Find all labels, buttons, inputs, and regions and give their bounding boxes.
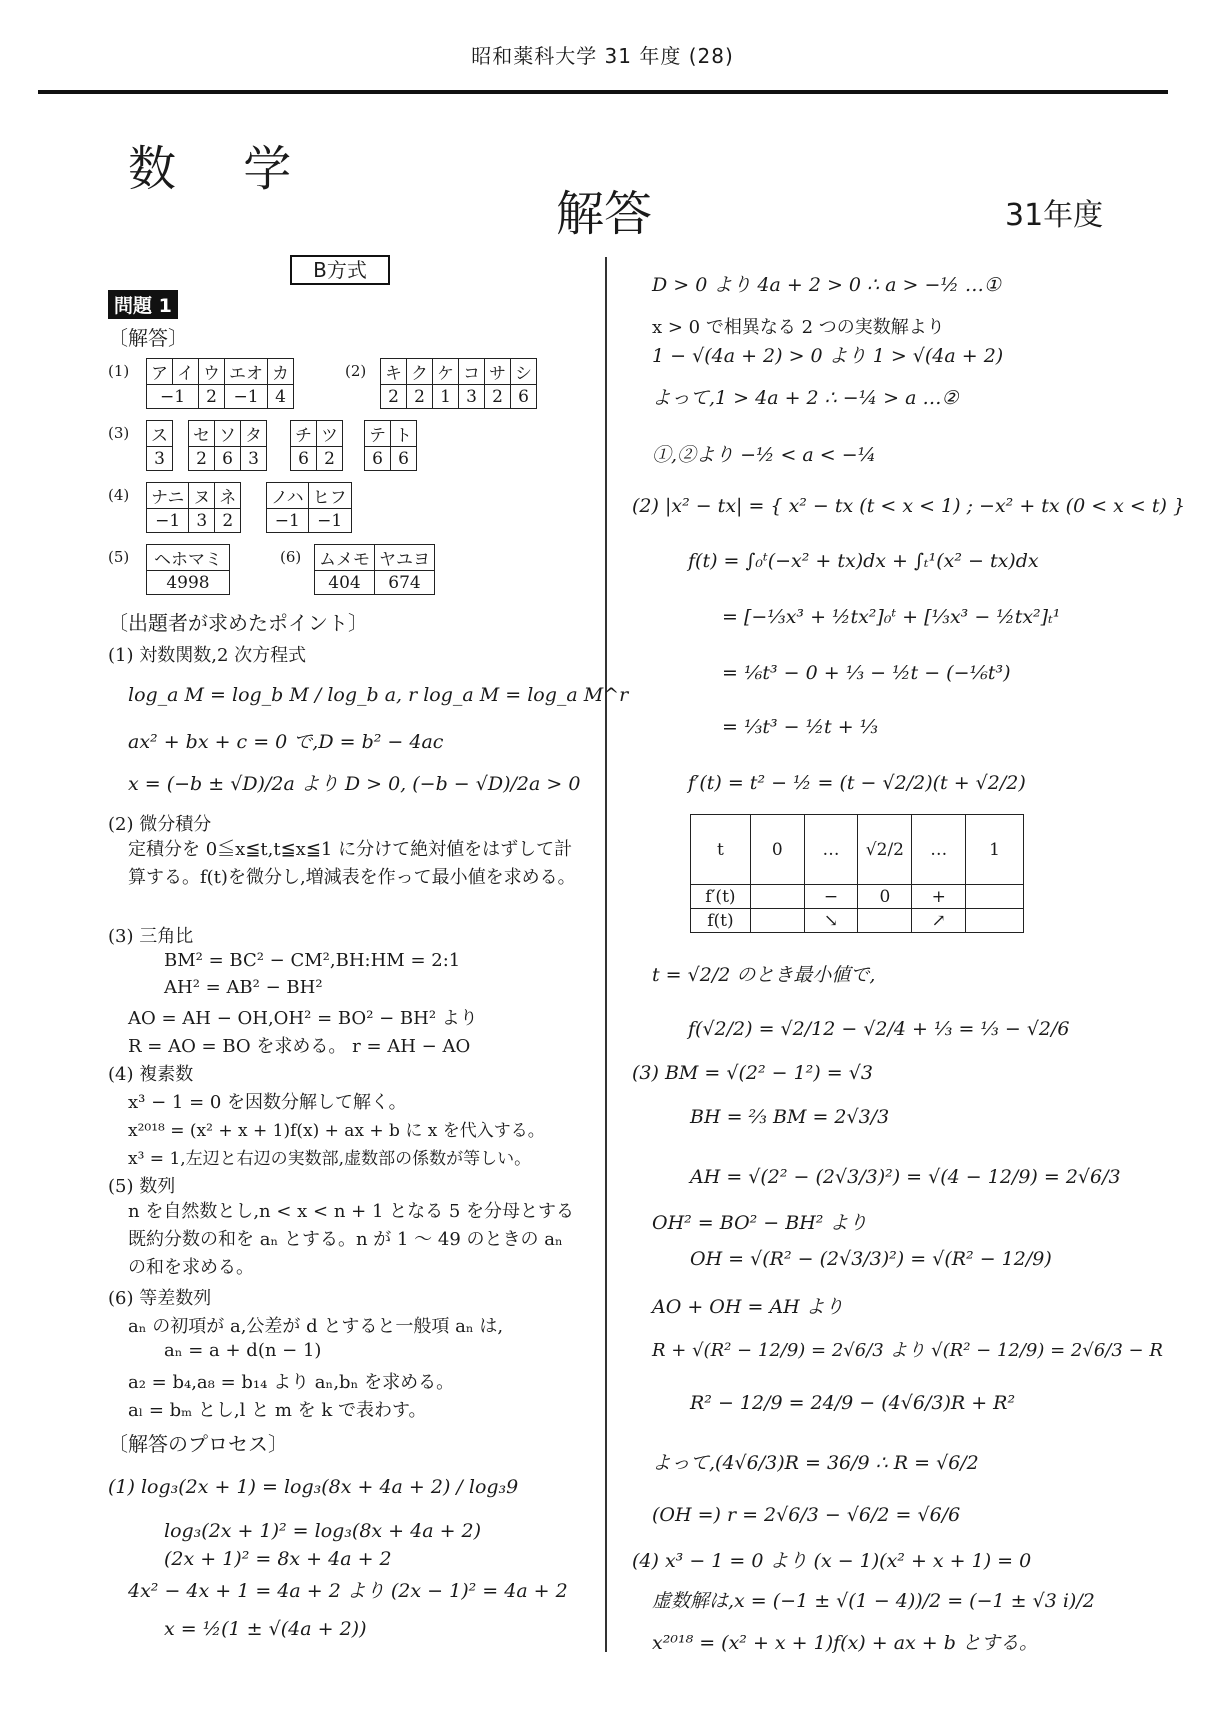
right-line-9: = ⅙t³ − 0 + ⅓ − ½t − (−⅙t³): [722, 662, 1011, 684]
cell: +: [912, 885, 966, 909]
cell: [750, 909, 804, 933]
right-line-11: f′(t) = t² − ½ = (t − √2/2)(t + √2/2): [688, 772, 1026, 794]
cell: [750, 885, 804, 909]
cell: −1: [147, 385, 199, 409]
right-line-3: 1 − √(4a + 2) > 0 より 1 > √(4a + 2): [652, 345, 1004, 367]
process-line-3: (2x + 1)² = 8x + 4a + 2: [164, 1548, 392, 1570]
method-box: B方式: [290, 255, 390, 285]
year-label: 31年度: [1005, 198, 1104, 233]
point-3-line-1: BM² = BC² − CM²,BH:HM = 2:1: [164, 950, 461, 971]
point-2-title: (2) 微分積分: [108, 814, 212, 835]
answer-grid-4a: [146, 482, 241, 533]
right-line-2: x > 0 で相異なる 2 つの実数解より: [652, 317, 945, 338]
right-line-13: f(√2/2) = √2/12 − √2/4 + ⅓ = ⅓ − √2/6: [688, 1018, 1070, 1040]
answers-title: 解答: [556, 186, 653, 242]
cell: 2: [215, 509, 241, 533]
cell: t: [691, 815, 751, 885]
point-6-title: (6) 等差数列: [108, 1288, 212, 1309]
point-3-line-4: R = AO = BO を求める。 r = AH − AO: [128, 1036, 471, 1057]
problem-label: 問題 1: [108, 290, 178, 319]
q4-number: (4): [108, 486, 130, 504]
cell: f(t): [691, 909, 751, 933]
q3-number: (3): [108, 424, 130, 442]
point-6-line-2: aₙ = a + d(n − 1): [164, 1340, 322, 1361]
q1-number: (1): [108, 362, 130, 380]
point-6-line-4: aₗ = bₘ とし,l と m を k で表わす。: [128, 1400, 427, 1421]
cell: 0: [750, 815, 804, 885]
cell: 2: [381, 385, 407, 409]
cell: −1: [308, 509, 351, 533]
cell: チ: [291, 421, 317, 447]
cell: 2: [407, 385, 433, 409]
right-line-14: (3) BM = √(2² − 1²) = √3: [632, 1062, 873, 1084]
cell: ノハ: [267, 483, 309, 509]
right-line-25: 虚数解は,x = (−1 ± √(1 − 4))/2 = (−1 ± √3 i)/2: [652, 1590, 1095, 1612]
right-line-20: R + √(R² − 12/9) = 2√6/3 より √(R² − 12/9) = 2√6/3 − R: [652, 1340, 1163, 1361]
answer-grid-1: [146, 358, 294, 409]
cell: 404: [315, 571, 375, 595]
point-3-line-3: AO = AH − OH,OH² = BO² − BH² より: [128, 1008, 478, 1029]
points-heading: 〔出題者が求めたポイント〕: [108, 611, 368, 635]
cell: セ: [189, 421, 215, 447]
cell: 6: [215, 447, 241, 471]
process-line-5: x = ½(1 ± √(4a + 2)): [164, 1618, 367, 1640]
right-line-19: AO + OH = AH より: [652, 1296, 844, 1318]
q5-number: (5): [108, 548, 130, 566]
cell: ↗: [912, 909, 966, 933]
answer-grid-6: [314, 544, 435, 595]
right-line-21: R² − 12/9 = 24/9 − (4√6/3)R + R²: [690, 1392, 1016, 1414]
process-line-1: (1) log₃(2x + 1) = log₃(8x + 4a + 2) / log₃9: [108, 1476, 519, 1498]
cell: ヘホマミ: [147, 545, 230, 571]
cell: 0: [858, 885, 912, 909]
cell: ムメモ: [315, 545, 375, 571]
answer-grid-3c: [290, 420, 343, 471]
answer-grid-3d: [364, 420, 417, 471]
cell: 2: [317, 447, 343, 471]
point-2-text: 定積分を 0≦x≦t,t≦x≦1 に分けて絶対値をはずして計算する。f(t)を微分し,増減表を作って最小値を求める。: [128, 839, 576, 888]
cell: −1: [147, 509, 189, 533]
cell: 6: [511, 385, 537, 409]
cell: テ: [365, 421, 391, 447]
cell: 4: [268, 385, 294, 409]
cell: [966, 885, 1024, 909]
cell: タ: [241, 421, 267, 447]
cell: キ: [381, 359, 407, 385]
right-line-17: OH² = BO² − BH² より: [652, 1212, 868, 1234]
cell: ウ: [199, 359, 225, 385]
answer-heading: 〔解答〕: [108, 326, 188, 350]
cell: √2/2: [858, 815, 912, 885]
running-header: 昭和薬科大学 31 年度 (28): [471, 44, 734, 68]
answer-grid-3b: [188, 420, 267, 471]
cell: [858, 909, 912, 933]
cell: イ: [173, 359, 199, 385]
cell: …: [912, 815, 966, 885]
right-line-23: (OH =) r = 2√6/3 − √6/2 = √6/6: [652, 1504, 961, 1526]
right-line-5: ①,②より −½ < a < −¼: [652, 444, 877, 466]
cell: ネ: [215, 483, 241, 509]
cell: サ: [485, 359, 511, 385]
subject-title: 数 学: [128, 141, 318, 197]
point-6-line-3: a₂ = b₄,a₈ = b₁₄ より aₙ,bₙ を求める。: [128, 1372, 455, 1393]
cell: 674: [375, 571, 435, 595]
cell: ツ: [317, 421, 343, 447]
cell: 3: [459, 385, 485, 409]
point-1-title: (1) 対数関数,2 次方程式: [108, 645, 307, 666]
cell: 2: [485, 385, 511, 409]
right-line-10: = ⅓t³ − ½t + ⅓: [722, 716, 879, 738]
q2-number: (2): [345, 362, 367, 380]
cell: ↘: [804, 909, 858, 933]
point-3-title: (3) 三角比: [108, 926, 194, 947]
right-line-26: x²⁰¹⁸ = (x² + x + 1)f(x) + ax + b とする。: [652, 1632, 1038, 1654]
cell: ナニ: [147, 483, 189, 509]
cell: 6: [391, 447, 417, 471]
right-line-8: = [−⅓x³ + ½tx²]₀ᵗ + [⅓x³ − ½tx²]ₜ¹: [722, 606, 1061, 628]
right-line-1: D > 0 より 4a + 2 > 0 ∴ a > −½ …①: [652, 274, 1001, 296]
point-3-line-2: AH² = AB² − BH²: [164, 977, 323, 998]
cell: −1: [267, 509, 309, 533]
cell: ヌ: [189, 483, 215, 509]
cell: 6: [291, 447, 317, 471]
cell: ア: [147, 359, 173, 385]
answer-grid-5: [146, 544, 230, 595]
cell: 1: [966, 815, 1024, 885]
cell: ス: [147, 421, 173, 447]
right-line-22: よって,(4√6/3)R = 36/9 ∴ R = √6/2: [652, 1452, 979, 1474]
cell: ヒフ: [308, 483, 351, 509]
cell: カ: [268, 359, 294, 385]
cell: ヤユヨ: [375, 545, 435, 571]
q6-number: (6): [280, 548, 302, 566]
answer-grid-2: [380, 358, 537, 409]
answer-grid-3a: [146, 420, 173, 471]
answer-grid-4b: [266, 482, 352, 533]
cell: f′(t): [691, 885, 751, 909]
process-line-4: 4x² − 4x + 1 = 4a + 2 より (2x − 1)² = 4a + 2: [128, 1580, 568, 1602]
right-line-16: AH = √(2² − (2√3/3)²) = √(4 − 12/9) = 2√6/3: [690, 1166, 1121, 1188]
cell: 1: [433, 385, 459, 409]
increase-decrease-table: [690, 814, 1024, 933]
cell: コ: [459, 359, 485, 385]
cell: ク: [407, 359, 433, 385]
cell: 2: [189, 447, 215, 471]
point-6-line-1: aₙ の初項が a,公差が d とすると一般項 aₙ は,: [128, 1316, 504, 1337]
column-divider: [605, 257, 607, 1652]
point-4-title: (4) 複素数: [108, 1064, 194, 1085]
point-1-formula-1: log_a M = log_b M / log_b a, r log_a M = log_a M^r: [128, 684, 629, 706]
cell: ケ: [433, 359, 459, 385]
cell: 6: [365, 447, 391, 471]
cell: 4998: [147, 571, 230, 595]
cell: [966, 909, 1024, 933]
header-rule: [38, 90, 1168, 94]
process-heading: 〔解答のプロセス〕: [108, 1432, 288, 1456]
cell: 3: [241, 447, 267, 471]
cell: ト: [391, 421, 417, 447]
right-line-18: OH = √(R² − (2√3/3)²) = √(R² − 12/9): [690, 1248, 1052, 1270]
point-4-line-2: x²⁰¹⁸ = (x² + x + 1)f(x) + ax + b に x を代入する。: [128, 1121, 545, 1141]
point-1-formula-3: x = (−b ± √D)/2a より D > 0, (−b − √D)/2a > 0: [128, 773, 581, 795]
right-line-6: (2) |x² − tx| = { x² − tx (t < x < 1) ; −x² + tx (0 < x < t) }: [632, 495, 1186, 517]
cell: シ: [511, 359, 537, 385]
cell: エオ: [225, 359, 268, 385]
right-line-12: t = √2/2 のとき最小値で,: [652, 964, 876, 986]
right-line-4: よって,1 > 4a + 2 ∴ −¼ > a …②: [652, 387, 959, 409]
cell: 3: [147, 447, 173, 471]
right-line-7: f(t) = ∫₀ᵗ(−x² + tx)dx + ∫ₜ¹(x² − tx)dx: [688, 550, 1039, 572]
process-line-2: log₃(2x + 1)² = log₃(8x + 4a + 2): [164, 1520, 482, 1542]
point-4-line-1: x³ − 1 = 0 を因数分解して解く。: [128, 1092, 407, 1113]
right-line-24: (4) x³ − 1 = 0 より (x − 1)(x² + x + 1) = 0: [632, 1550, 1032, 1572]
cell: ソ: [215, 421, 241, 447]
right-line-15: BH = ⅔ BM = 2√3/3: [690, 1106, 890, 1128]
cell: 3: [189, 509, 215, 533]
point-1-formula-2: ax² + bx + c = 0 で,D = b² − 4ac: [128, 731, 444, 753]
cell: …: [804, 815, 858, 885]
cell: −1: [225, 385, 268, 409]
point-5-text: n を自然数とし,n < x < n + 1 となる 5 を分母とする既約分数の和を aₙ とする。n が 1 〜 49 のときの aₙ の和を求める。: [128, 1201, 575, 1278]
point-5-title: (5) 数列: [108, 1176, 176, 1197]
cell: 2: [199, 385, 225, 409]
point-4-line-3: x³ = 1,左辺と右辺の実数部,虚数部の係数が等しい。: [128, 1149, 532, 1169]
cell: −: [804, 885, 858, 909]
